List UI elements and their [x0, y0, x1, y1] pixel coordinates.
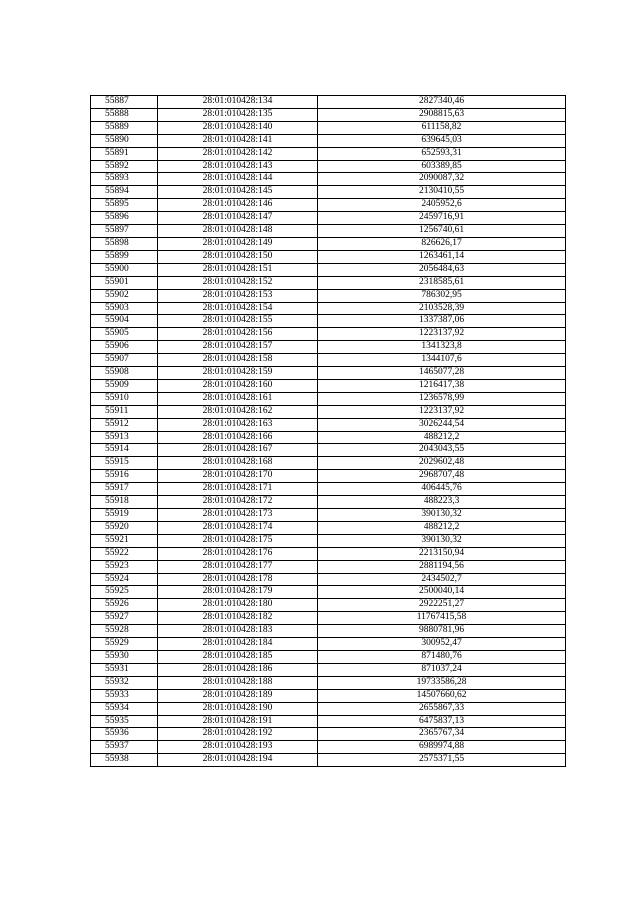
cadastral-number-cell: 28:01:010428:183	[158, 625, 318, 638]
cadastral-value-cell: 1337387,06	[318, 315, 566, 328]
cadastral-value-cell: 2103528,39	[318, 302, 566, 315]
cadastral-value-cell: 1344107,6	[318, 354, 566, 367]
cadastral-number-cell: 28:01:010428:163	[158, 418, 318, 431]
cadastral-number-cell: 28:01:010428:135	[158, 108, 318, 121]
cadastral-number-cell: 28:01:010428:179	[158, 586, 318, 599]
cadastral-number-cell: 28:01:010428:145	[158, 186, 318, 199]
table-row	[91, 276, 566, 289]
cadastral-value-cell: 19733586,28	[318, 676, 566, 689]
cadastral-number-cell: 28:01:010428:176	[158, 547, 318, 560]
cadastral-value-cell: 2090087,32	[318, 173, 566, 186]
table-row	[91, 573, 566, 586]
row-number-cell: 55899	[91, 250, 158, 263]
row-number-cell: 55919	[91, 509, 158, 522]
cadastral-number-cell: 28:01:010428:186	[158, 663, 318, 676]
cadastral-value-cell: 2365767,34	[318, 728, 566, 741]
row-number-cell: 55907	[91, 354, 158, 367]
row-number-cell: 55926	[91, 599, 158, 612]
cadastral-number-cell: 28:01:010428:160	[158, 379, 318, 392]
row-number-cell: 55918	[91, 496, 158, 509]
cadastral-value-cell: 871480,76	[318, 650, 566, 663]
table-row	[91, 405, 566, 418]
cadastral-number-cell: 28:01:010428:152	[158, 276, 318, 289]
table-row	[91, 186, 566, 199]
cadastral-value-cell: 488212,2	[318, 521, 566, 534]
row-number-cell: 55891	[91, 147, 158, 160]
row-number-cell: 55933	[91, 689, 158, 702]
table-row	[91, 741, 566, 754]
row-number-cell: 55938	[91, 754, 158, 767]
table-row	[91, 470, 566, 483]
cadastral-number-cell: 28:01:010428:159	[158, 367, 318, 380]
cadastral-number-cell: 28:01:010428:172	[158, 496, 318, 509]
cadastral-value-cell: 2922251,27	[318, 599, 566, 612]
cadastral-number-cell: 28:01:010428:192	[158, 728, 318, 741]
row-number-cell: 55930	[91, 650, 158, 663]
cadastral-number-cell: 28:01:010428:189	[158, 689, 318, 702]
cadastral-number-cell: 28:01:010428:153	[158, 289, 318, 302]
cadastral-value-cell: 2029602,48	[318, 457, 566, 470]
row-number-cell: 55909	[91, 379, 158, 392]
cadastral-number-cell: 28:01:010428:184	[158, 638, 318, 651]
cadastral-number-cell: 28:01:010428:175	[158, 534, 318, 547]
row-number-cell: 55900	[91, 263, 158, 276]
cadastral-value-cell: 1256740,61	[318, 225, 566, 238]
cadastral-value-cell: 9880781,96	[318, 625, 566, 638]
cadastral-number-cell: 28:01:010428:190	[158, 702, 318, 715]
cadastral-value-cell: 14507660,62	[318, 689, 566, 702]
cadastral-number-cell: 28:01:010428:188	[158, 676, 318, 689]
row-number-cell: 55935	[91, 715, 158, 728]
row-number-cell: 55887	[91, 96, 158, 109]
table-row	[91, 509, 566, 522]
cadastral-number-cell: 28:01:010428:173	[158, 509, 318, 522]
table-row	[91, 225, 566, 238]
row-number-cell: 55925	[91, 586, 158, 599]
table-row	[91, 586, 566, 599]
table-row	[91, 315, 566, 328]
cadastral-number-cell: 28:01:010428:156	[158, 328, 318, 341]
cadastral-number-cell: 28:01:010428:178	[158, 573, 318, 586]
cadastral-value-cell: 390130,32	[318, 534, 566, 547]
cadastral-value-cell: 2655867,33	[318, 702, 566, 715]
table-row	[91, 160, 566, 173]
row-number-cell: 55923	[91, 560, 158, 573]
cadastral-number-cell: 28:01:010428:166	[158, 431, 318, 444]
cadastral-value-cell: 2459716,91	[318, 212, 566, 225]
row-number-cell: 55927	[91, 612, 158, 625]
table-row	[91, 263, 566, 276]
row-number-cell: 55937	[91, 741, 158, 754]
cadastral-value-cell: 652593,31	[318, 147, 566, 160]
row-number-cell: 55888	[91, 108, 158, 121]
table-row	[91, 431, 566, 444]
row-number-cell: 55915	[91, 457, 158, 470]
table-row	[91, 702, 566, 715]
table-row	[91, 302, 566, 315]
table-row	[91, 250, 566, 263]
row-number-cell: 55893	[91, 173, 158, 186]
cadastral-value-cell: 1216417,38	[318, 379, 566, 392]
cadastral-number-cell: 28:01:010428:162	[158, 405, 318, 418]
cadastral-number-cell: 28:01:010428:182	[158, 612, 318, 625]
table-row	[91, 676, 566, 689]
cadastral-value-cell: 2434502,7	[318, 573, 566, 586]
cadastral-value-cell: 3026244,54	[318, 418, 566, 431]
row-number-cell: 55932	[91, 676, 158, 689]
table-row	[91, 237, 566, 250]
table-row	[91, 147, 566, 160]
cadastral-value-cell: 2213150,94	[318, 547, 566, 560]
cadastral-value-cell: 2318585,61	[318, 276, 566, 289]
row-number-cell: 55902	[91, 289, 158, 302]
cadastral-number-cell: 28:01:010428:193	[158, 741, 318, 754]
row-number-cell: 55931	[91, 663, 158, 676]
row-number-cell: 55895	[91, 199, 158, 212]
row-number-cell: 55936	[91, 728, 158, 741]
table-row	[91, 689, 566, 702]
cadastral-value-cell: 2500040,14	[318, 586, 566, 599]
cadastral-number-cell: 28:01:010428:142	[158, 147, 318, 160]
cadastral-number-cell: 28:01:010428:158	[158, 354, 318, 367]
table-row	[91, 457, 566, 470]
cadastral-number-cell: 28:01:010428:148	[158, 225, 318, 238]
row-number-cell: 55924	[91, 573, 158, 586]
row-number-cell: 55914	[91, 444, 158, 457]
table-row	[91, 754, 566, 767]
row-number-cell: 55905	[91, 328, 158, 341]
row-number-cell: 55929	[91, 638, 158, 651]
cadastral-number-cell: 28:01:010428:151	[158, 263, 318, 276]
cadastral-number-cell: 28:01:010428:141	[158, 134, 318, 147]
row-number-cell: 55922	[91, 547, 158, 560]
cadastral-value-cell: 2881194,56	[318, 560, 566, 573]
table-row	[91, 173, 566, 186]
cadastral-value-cell: 1223137,92	[318, 405, 566, 418]
cadastral-value-cell: 826626,17	[318, 237, 566, 250]
cadastral-number-cell: 28:01:010428:180	[158, 599, 318, 612]
cadastral-value-cell: 1341323,8	[318, 341, 566, 354]
cadastral-number-cell: 28:01:010428:170	[158, 470, 318, 483]
cadastral-number-cell: 28:01:010428:185	[158, 650, 318, 663]
table-row	[91, 212, 566, 225]
cadastral-value-cell: 603389,85	[318, 160, 566, 173]
cadastral-number-cell: 28:01:010428:144	[158, 173, 318, 186]
cadastral-number-cell: 28:01:010428:167	[158, 444, 318, 457]
table-row	[91, 547, 566, 560]
cadastral-value-cell: 488212,2	[318, 431, 566, 444]
row-number-cell: 55920	[91, 521, 158, 534]
table-row	[91, 483, 566, 496]
row-number-cell: 55897	[91, 225, 158, 238]
table-row	[91, 534, 566, 547]
row-number-cell: 55912	[91, 418, 158, 431]
table-row	[91, 392, 566, 405]
cadastral-number-cell: 28:01:010428:171	[158, 483, 318, 496]
table-row	[91, 715, 566, 728]
row-number-cell: 55913	[91, 431, 158, 444]
table-row	[91, 341, 566, 354]
row-number-cell: 55917	[91, 483, 158, 496]
table-row	[91, 560, 566, 573]
cadastral-value-cell: 2827340,46	[318, 96, 566, 109]
cadastral-number-cell: 28:01:010428:168	[158, 457, 318, 470]
cadastral-number-cell: 28:01:010428:194	[158, 754, 318, 767]
cadastral-number-cell: 28:01:010428:146	[158, 199, 318, 212]
cadastral-value-cell: 2130410,55	[318, 186, 566, 199]
cadastral-value-cell: 2908815,63	[318, 108, 566, 121]
cadastral-value-cell: 1465077,28	[318, 367, 566, 380]
cadastral-value-cell: 639645,03	[318, 134, 566, 147]
cadastral-value-cell: 871037,24	[318, 663, 566, 676]
cadastral-value-cell: 6989974,88	[318, 741, 566, 754]
cadastral-value-cell: 611158,82	[318, 121, 566, 134]
row-number-cell: 55894	[91, 186, 158, 199]
cadastral-value-cell: 2056484,63	[318, 263, 566, 276]
table-row	[91, 728, 566, 741]
cadastral-value-cell: 2575371,55	[318, 754, 566, 767]
table-row	[91, 496, 566, 509]
table-row	[91, 328, 566, 341]
row-number-cell: 55934	[91, 702, 158, 715]
cadastral-value-cell: 300952,47	[318, 638, 566, 651]
row-number-cell: 55908	[91, 367, 158, 380]
cadastral-number-cell: 28:01:010428:161	[158, 392, 318, 405]
cadastral-number-cell: 28:01:010428:191	[158, 715, 318, 728]
cadastral-value-cell: 406445,76	[318, 483, 566, 496]
cadastral-value-cell: 786302,95	[318, 289, 566, 302]
row-number-cell: 55928	[91, 625, 158, 638]
row-number-cell: 55903	[91, 302, 158, 315]
cadastral-value-cell: 6475837,13	[318, 715, 566, 728]
cadastral-number-cell: 28:01:010428:140	[158, 121, 318, 134]
cadastral-number-cell: 28:01:010428:150	[158, 250, 318, 263]
cadastral-value-cell: 1236578,99	[318, 392, 566, 405]
cadastral-value-cell: 2968707,48	[318, 470, 566, 483]
cadastral-value-cell: 2043043,55	[318, 444, 566, 457]
cadastral-number-cell: 28:01:010428:147	[158, 212, 318, 225]
row-number-cell: 55898	[91, 237, 158, 250]
cadastral-value-cell: 1263461,14	[318, 250, 566, 263]
table-row	[91, 134, 566, 147]
cadastral-number-cell: 28:01:010428:154	[158, 302, 318, 315]
row-number-cell: 55896	[91, 212, 158, 225]
table-row	[91, 121, 566, 134]
table-row	[91, 199, 566, 212]
table-row	[91, 367, 566, 380]
table-row	[91, 638, 566, 651]
table-row	[91, 663, 566, 676]
cadastral-value-cell: 2405952,6	[318, 199, 566, 212]
row-number-cell: 55901	[91, 276, 158, 289]
cadastral-value-cell: 11767415,58	[318, 612, 566, 625]
table-row	[91, 625, 566, 638]
table-row	[91, 418, 566, 431]
cadastral-value-cell: 1223137,92	[318, 328, 566, 341]
row-number-cell: 55911	[91, 405, 158, 418]
table-row	[91, 354, 566, 367]
row-number-cell: 55910	[91, 392, 158, 405]
row-number-cell: 55889	[91, 121, 158, 134]
table-body	[91, 96, 566, 767]
cadastral-number-cell: 28:01:010428:134	[158, 96, 318, 109]
table-row	[91, 612, 566, 625]
table-row	[91, 650, 566, 663]
row-number-cell: 55890	[91, 134, 158, 147]
table-row	[91, 108, 566, 121]
row-number-cell: 55916	[91, 470, 158, 483]
row-number-cell: 55921	[91, 534, 158, 547]
table-row	[91, 444, 566, 457]
cadastral-number-cell: 28:01:010428:177	[158, 560, 318, 573]
row-number-cell: 55904	[91, 315, 158, 328]
cadastral-number-cell: 28:01:010428:155	[158, 315, 318, 328]
cadastral-number-cell: 28:01:010428:149	[158, 237, 318, 250]
cadastral-value-cell: 488223,3	[318, 496, 566, 509]
cadastral-value-table	[90, 95, 566, 767]
table-row	[91, 521, 566, 534]
table-row	[91, 289, 566, 302]
cadastral-number-cell: 28:01:010428:174	[158, 521, 318, 534]
table-row	[91, 96, 566, 109]
cadastral-number-cell: 28:01:010428:143	[158, 160, 318, 173]
cadastral-value-cell: 390130,32	[318, 509, 566, 522]
table-row	[91, 599, 566, 612]
row-number-cell: 55906	[91, 341, 158, 354]
table-row	[91, 379, 566, 392]
cadastral-number-cell: 28:01:010428:157	[158, 341, 318, 354]
row-number-cell: 55892	[91, 160, 158, 173]
